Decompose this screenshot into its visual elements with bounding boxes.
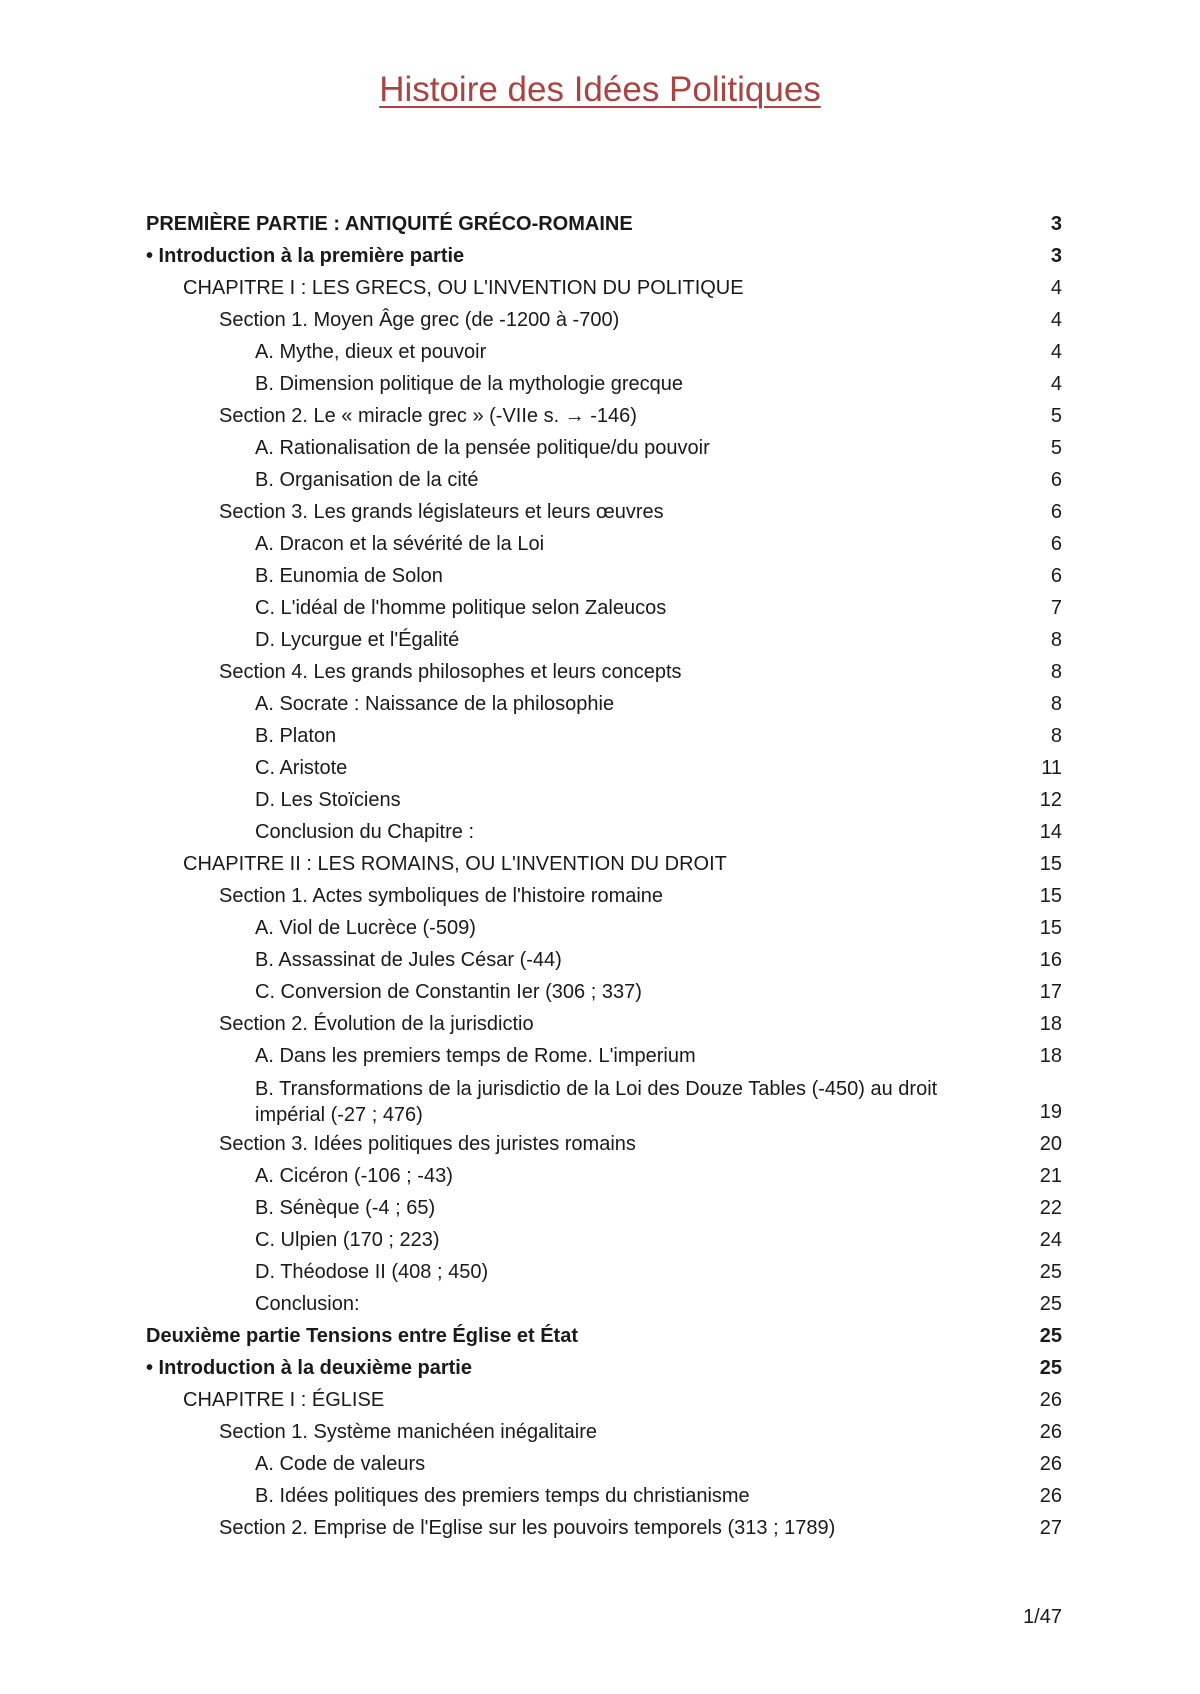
toc-entry-page: 8 <box>1050 661 1062 683</box>
toc-entry[interactable] <box>146 272 1062 304</box>
toc-entry-page: 8 <box>1050 725 1062 747</box>
table-of-contents <box>146 208 1062 1544</box>
toc-entry[interactable] <box>146 944 1062 976</box>
toc-entry[interactable] <box>146 496 1062 528</box>
toc-entry-page: 25 <box>1039 1325 1062 1347</box>
toc-entry-title: C. Ulpien (170 ; 223) <box>255 1229 440 1251</box>
toc-entry-title: PREMIÈRE PARTIE : ANTIQUITÉ GRÉCO-ROMAINE <box>146 213 633 235</box>
toc-entry-page: 14 <box>1039 821 1062 843</box>
toc-entry-title: B. Sénèque (-4 ; 65) <box>255 1197 436 1219</box>
toc-entry[interactable] <box>146 720 1062 752</box>
toc-entry[interactable] <box>146 1072 1062 1128</box>
toc-entry-page: 6 <box>1050 533 1062 555</box>
toc-entry-title: Section 1. Système manichéen inégalitaire <box>219 1421 597 1443</box>
toc-entry-page: 3 <box>1050 245 1062 267</box>
toc-entry-page: 15 <box>1039 885 1062 907</box>
toc-entry-title: CHAPITRE I : LES GRECS, OU L'INVENTION DU POLITIQUE <box>183 277 744 299</box>
toc-entry[interactable] <box>146 336 1062 368</box>
toc-entry-page: 6 <box>1050 565 1062 587</box>
toc-entry[interactable] <box>146 1384 1062 1416</box>
toc-entry-title: Section 3. Les grands législateurs et leurs œuvres <box>219 501 664 523</box>
toc-entry-page: 3 <box>1050 213 1062 235</box>
toc-entry[interactable] <box>146 528 1062 560</box>
toc-entry-page: 15 <box>1039 917 1062 939</box>
toc-entry[interactable] <box>146 1448 1062 1480</box>
toc-entry-title: Deuxième partie Tensions entre Église et État <box>146 1325 578 1347</box>
toc-entry[interactable] <box>146 1040 1062 1072</box>
toc-entry[interactable] <box>146 1128 1062 1160</box>
toc-entry-page: 26 <box>1039 1421 1062 1443</box>
document-title: Histoire des Idées Politiques <box>379 70 821 109</box>
toc-entry[interactable] <box>146 592 1062 624</box>
toc-entry[interactable] <box>146 1512 1062 1544</box>
toc-entry[interactable] <box>146 1480 1062 1512</box>
toc-entry[interactable] <box>146 624 1062 656</box>
toc-entry-title: B. Dimension politique de la mythologie grecque <box>255 373 684 395</box>
toc-entry[interactable] <box>146 688 1062 720</box>
toc-entry[interactable] <box>146 976 1062 1008</box>
toc-entry[interactable] <box>146 1160 1062 1192</box>
toc-entry[interactable] <box>146 1288 1062 1320</box>
toc-entry-title: B. Platon <box>255 725 337 747</box>
toc-entry-title: A. Viol de Lucrèce (-509) <box>255 917 476 939</box>
toc-entry[interactable] <box>146 1352 1062 1384</box>
toc-entry-title: A. Dans les premiers temps de Rome. L'imperium <box>255 1045 696 1067</box>
toc-entry[interactable] <box>146 1320 1062 1352</box>
toc-entry-title: Section 2. Le « miracle grec » (-VIIe s. → -146) <box>219 405 637 427</box>
toc-entry-title: Section 2. Emprise de l'Eglise sur les pouvoirs temporels (313 ; 1789) <box>219 1517 836 1539</box>
toc-entry-title: C. Conversion de Constantin Ier (306 ; 337) <box>255 981 642 1003</box>
toc-entry-title: Section 1. Moyen Âge grec (de -1200 à -700) <box>219 309 620 331</box>
toc-entry-title: B. Assassinat de Jules César (-44) <box>255 949 562 971</box>
toc-entry-title: C. L'idéal de l'homme politique selon Zaleucos <box>255 597 667 619</box>
toc-entry[interactable] <box>146 816 1062 848</box>
toc-entry-title: B. Organisation de la cité <box>255 469 479 491</box>
toc-entry-page: 4 <box>1050 341 1062 363</box>
toc-entry-title: B. Transformations de la jurisdictio de la Loi des Douze Tables (-450) au droit impérial (-27 ; 476) <box>255 1078 938 1126</box>
toc-entry-page: 7 <box>1050 597 1062 619</box>
toc-entry[interactable] <box>146 1256 1062 1288</box>
toc-entry-title: A. Rationalisation de la pensée politique/du pouvoir <box>255 437 710 459</box>
toc-entry-title: CHAPITRE II : LES ROMAINS, OU L'INVENTION DU DROIT <box>183 853 727 875</box>
toc-entry[interactable] <box>146 1192 1062 1224</box>
toc-entry-title: • Introduction à la deuxième partie <box>146 1357 472 1379</box>
toc-entry-title: Section 4. Les grands philosophes et leurs concepts <box>219 661 682 683</box>
toc-entry-page: 5 <box>1050 405 1062 427</box>
toc-entry-page: 4 <box>1050 373 1062 395</box>
toc-entry-page: 26 <box>1039 1389 1062 1411</box>
toc-entry[interactable] <box>146 752 1062 784</box>
toc-entry-page: 6 <box>1050 501 1062 523</box>
toc-entry[interactable] <box>146 400 1062 432</box>
toc-entry[interactable] <box>146 304 1062 336</box>
toc-entry-page: 22 <box>1039 1197 1062 1219</box>
toc-entry-page: 4 <box>1050 309 1062 331</box>
page-number: 1/47 <box>1023 1606 1062 1628</box>
toc-entry-page: 6 <box>1050 469 1062 491</box>
toc-entry-page: 5 <box>1050 437 1062 459</box>
toc-entry-page: 8 <box>1050 629 1062 651</box>
toc-entry-title: D. Théodose II (408 ; 450) <box>255 1261 489 1283</box>
toc-entry[interactable] <box>146 1416 1062 1448</box>
toc-entry-page: 19 <box>1039 1101 1062 1123</box>
toc-entry-title: CHAPITRE I : ÉGLISE <box>183 1389 385 1411</box>
toc-entry-page: 11 <box>1041 757 1062 779</box>
toc-entry-page: 24 <box>1039 1229 1062 1251</box>
toc-entry-page: 15 <box>1039 853 1062 875</box>
toc-entry[interactable] <box>146 912 1062 944</box>
toc-entry-page: 8 <box>1050 693 1062 715</box>
toc-entry[interactable] <box>146 368 1062 400</box>
toc-entry-title: Section 2. Évolution de la jurisdictio <box>219 1013 534 1035</box>
toc-entry-title: C. Aristote <box>255 757 348 779</box>
toc-entry-page: 18 <box>1039 1045 1062 1067</box>
toc-entry-page: 17 <box>1039 981 1062 1003</box>
toc-entry-page: 18 <box>1039 1013 1062 1035</box>
toc-entry-page: 20 <box>1039 1133 1062 1155</box>
toc-entry[interactable] <box>146 432 1062 464</box>
toc-entry-title: D. Les Stoïciens <box>255 789 401 811</box>
toc-entry-page: 12 <box>1039 789 1062 811</box>
toc-entry-page: 27 <box>1039 1517 1062 1539</box>
toc-entry-title: D. Lycurgue et l'Égalité <box>255 629 460 651</box>
toc-entry-title: Section 3. Idées politiques des juristes romains <box>219 1133 636 1155</box>
toc-entry-title: B. Idées politiques des premiers temps du christianisme <box>255 1485 750 1507</box>
toc-entry[interactable] <box>146 1008 1062 1040</box>
toc-entry-page: 25 <box>1039 1261 1062 1283</box>
toc-entry-page: 25 <box>1039 1357 1062 1379</box>
toc-entry-title: B. Eunomia de Solon <box>255 565 443 587</box>
toc-entry-page: 25 <box>1039 1293 1062 1315</box>
toc-entry-page: 21 <box>1039 1165 1062 1187</box>
toc-entry-title: A. Dracon et la sévérité de la Loi <box>255 533 545 555</box>
toc-entry-page: 16 <box>1039 949 1062 971</box>
toc-entry-page: 26 <box>1039 1485 1062 1507</box>
toc-entry-page: 26 <box>1039 1453 1062 1475</box>
toc-entry[interactable] <box>146 560 1062 592</box>
toc-entry-title: Conclusion: <box>255 1293 360 1315</box>
toc-entry-title: A. Code de valeurs <box>255 1453 426 1475</box>
toc-entry-title: Section 1. Actes symboliques de l'histoire romaine <box>219 885 664 907</box>
toc-entry-title: A. Mythe, dieux et pouvoir <box>255 341 487 363</box>
toc-entry[interactable] <box>146 656 1062 688</box>
toc-entry[interactable] <box>146 464 1062 496</box>
toc-entry[interactable] <box>146 784 1062 816</box>
toc-entry-title: • Introduction à la première partie <box>146 245 465 267</box>
toc-entry-title: Conclusion du Chapitre : <box>255 821 475 843</box>
toc-entry[interactable] <box>146 880 1062 912</box>
toc-entry-title: A. Cicéron (-106 ; -43) <box>255 1165 453 1187</box>
toc-entry-page: 4 <box>1050 277 1062 299</box>
toc-entry[interactable] <box>146 1224 1062 1256</box>
toc-entry[interactable] <box>146 848 1062 880</box>
toc-entry[interactable] <box>146 240 1062 272</box>
toc-entry[interactable] <box>146 208 1062 240</box>
toc-entry-title: A. Socrate : Naissance de la philosophie <box>255 693 615 715</box>
